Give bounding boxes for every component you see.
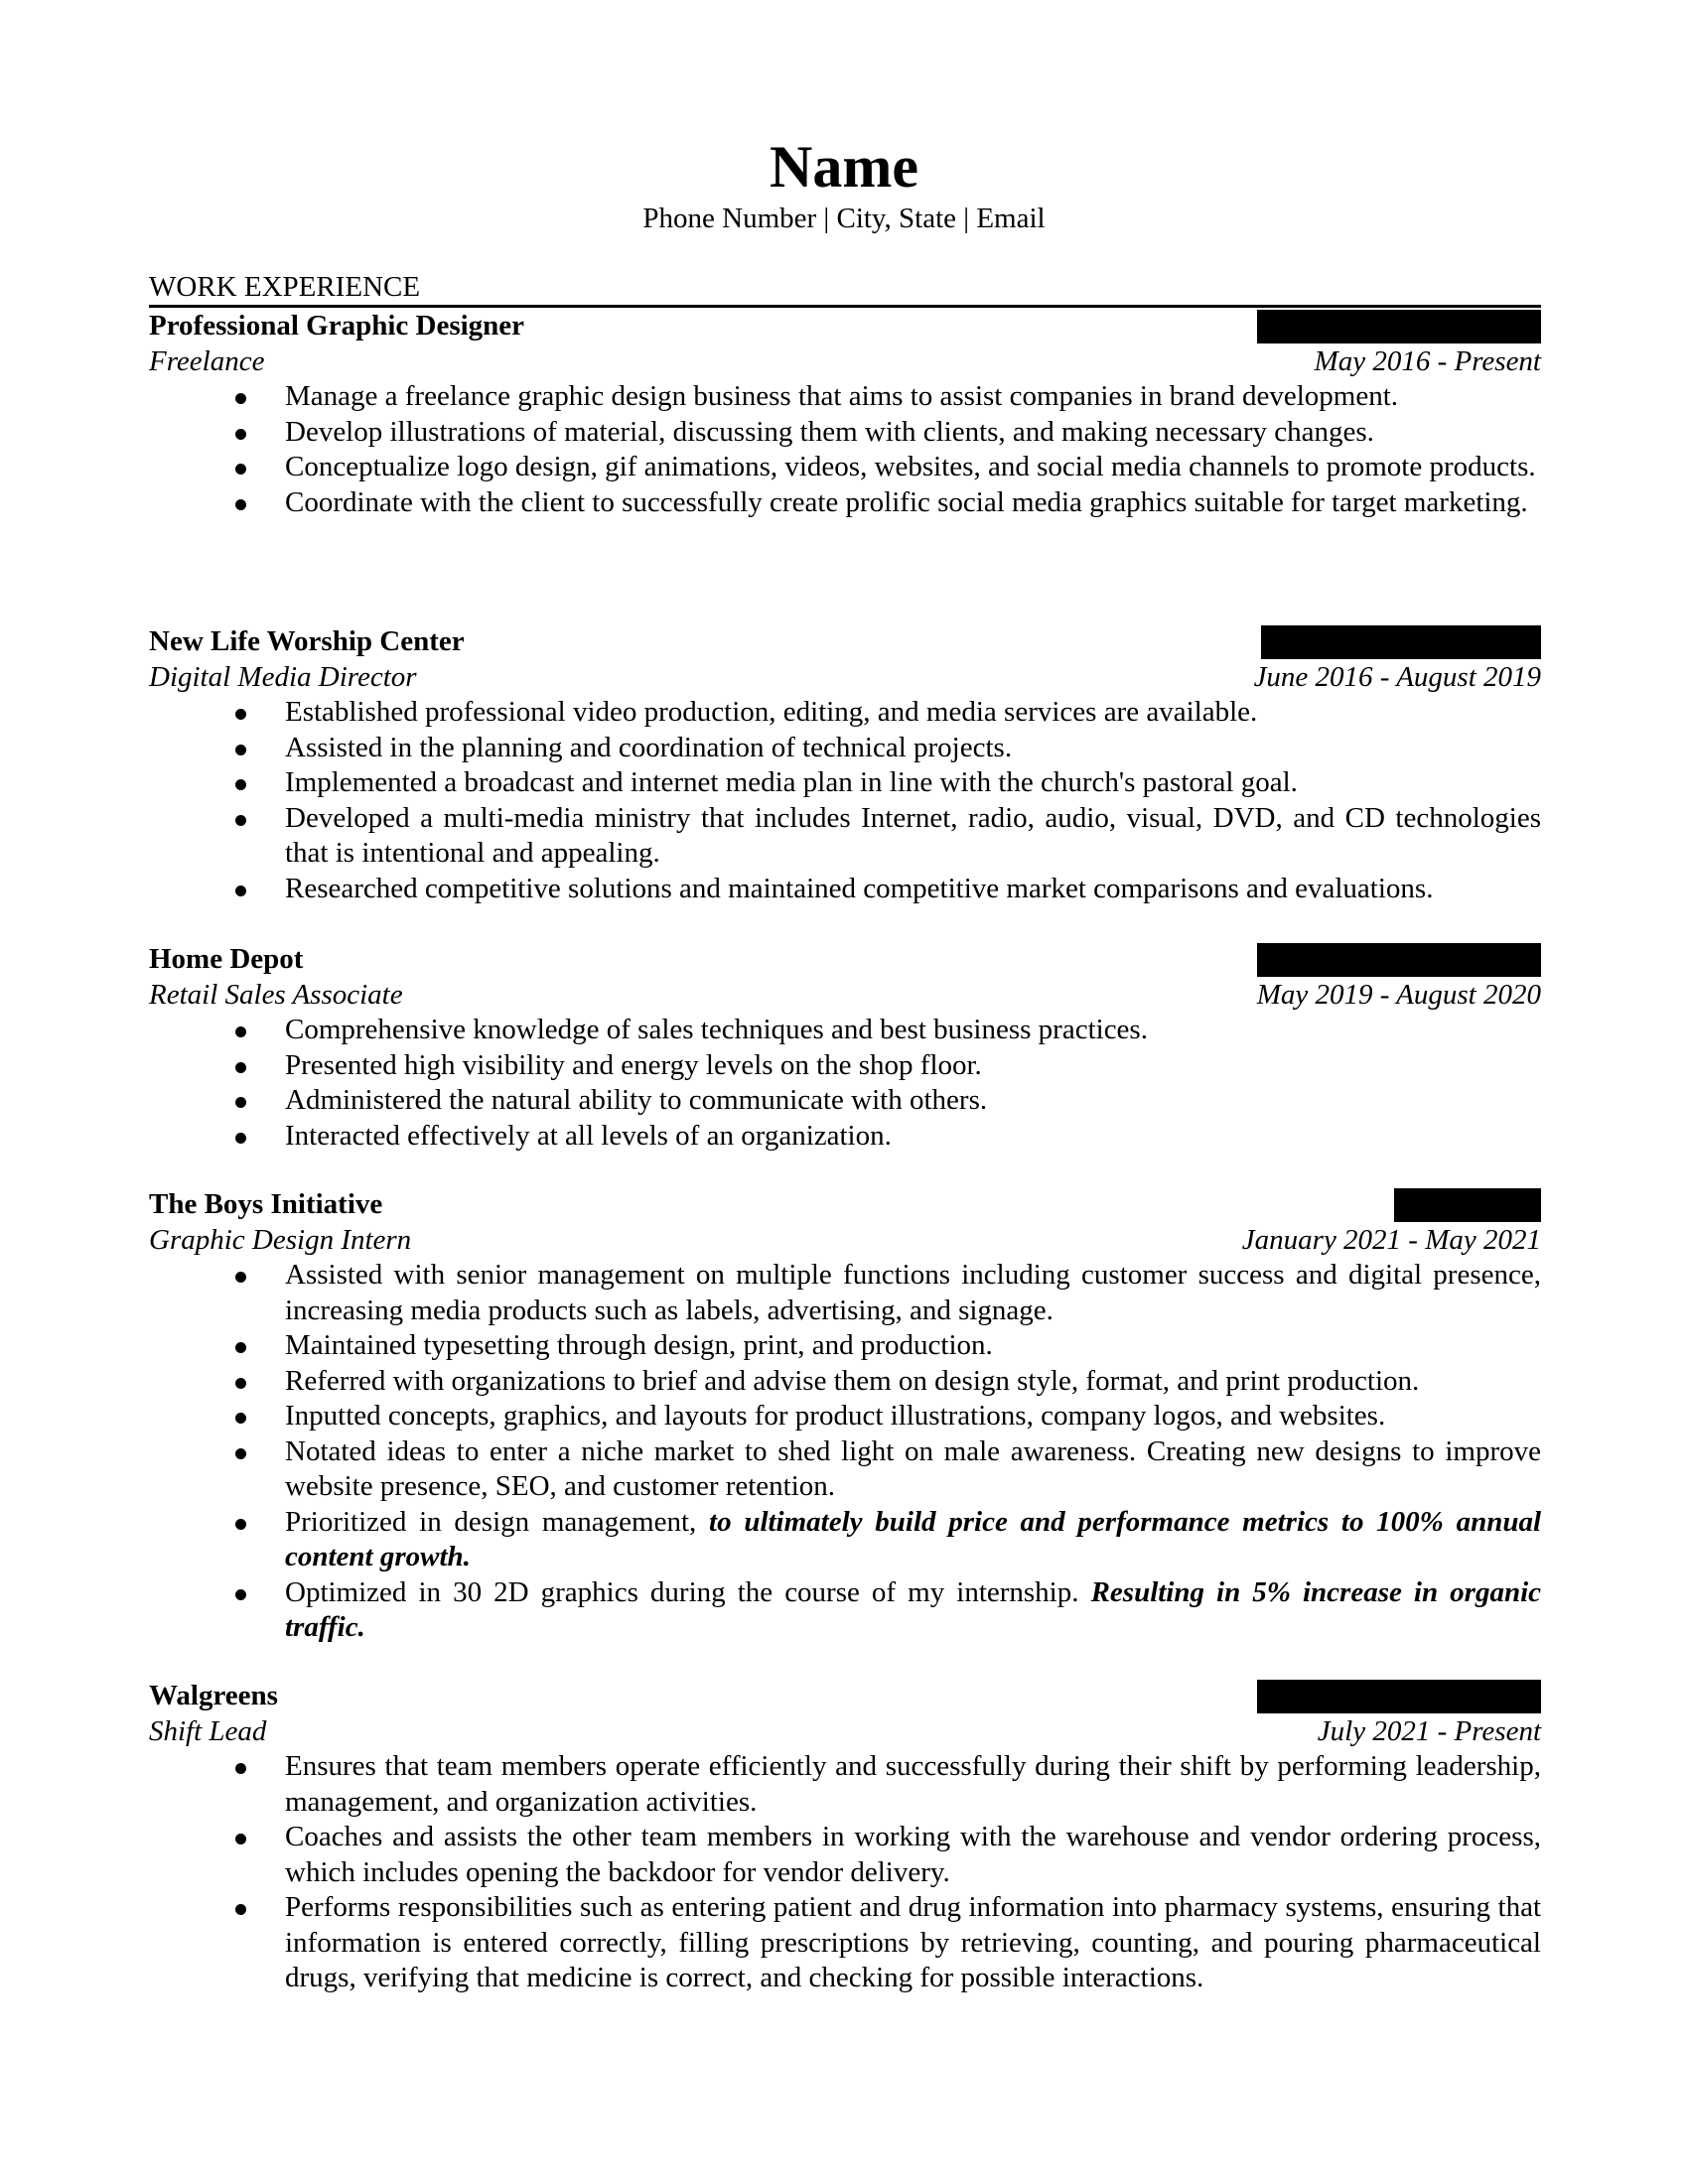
job-entry xyxy=(149,308,1541,520)
bullet-icon xyxy=(235,745,246,755)
resume-name: Name xyxy=(770,134,918,200)
redaction-block xyxy=(1257,943,1541,977)
bullet-item: Conceptualize logo design, gif animations, videos, websites, and social media channels to promote products. xyxy=(149,450,1541,485)
job-organization: Professional Graphic Designer xyxy=(149,310,525,341)
bullet-icon xyxy=(235,464,246,475)
job-organization: Walgreens xyxy=(149,1680,278,1711)
bullet-item: Coordinate with the client to successfully create prolific social media graphics suitable for target marketing. xyxy=(149,485,1541,521)
bullet-icon xyxy=(235,1062,246,1073)
bullet-item: Performs responsibilities such as entering patient and drug information into pharmacy systems, ensuring that information is entered correctly, filling prescriptions by retrieving, counting, and pouring pharmaceutical drugs, verifying that medicine is correct, and checking for possible interactions. xyxy=(149,1890,1541,1996)
bullet-item: Referred with organizations to brief and advise them on design style, format, and print production. xyxy=(149,1364,1541,1400)
redaction-block xyxy=(1257,1680,1541,1713)
bullet-emphasis: Resulting in 5% increase in organic traffic. xyxy=(285,1575,1542,1643)
job-role: Digital Media Director xyxy=(149,661,417,693)
bullet-icon xyxy=(235,1026,246,1037)
bullet-icon xyxy=(235,815,246,826)
bullet-item: Presented high visibility and energy levels on the shop floor. xyxy=(149,1048,1541,1084)
bullet-icon xyxy=(235,1763,246,1774)
bullet-item: Assisted in the planning and coordination of technical projects. xyxy=(149,731,1541,766)
contact-line: Phone Number | City, State | Email xyxy=(642,203,1046,234)
bullet-item: Prioritized in design management, to ultimately build price and performance metrics to 100% annual content growth. xyxy=(149,1505,1541,1575)
bullet-emphasis: to ultimately build price and performance metrics to 100% annual content growth. xyxy=(285,1505,1542,1572)
job-entry xyxy=(149,623,1541,906)
job-organization: New Life Worship Center xyxy=(149,625,465,657)
job-role: Graphic Design Intern xyxy=(149,1224,412,1256)
job-role: Freelance xyxy=(149,345,265,377)
bullet-icon xyxy=(235,779,246,790)
job-role: Retail Sales Associate xyxy=(149,979,403,1011)
bullet-item: Manage a freelance graphic design business that aims to assist companies in brand development. xyxy=(149,379,1541,415)
bullet-icon xyxy=(235,1378,246,1389)
redaction-block xyxy=(1257,310,1541,343)
job-dates: May 2019 - August 2020 xyxy=(1256,979,1541,1011)
bullet-item: Inputted concepts, graphics, and layouts for product illustrations, company logos, and websites. xyxy=(149,1399,1541,1434)
bullet-item: Notated ideas to enter a niche market to shed light on male awareness. Creating new designs to improve website presence, SEO, and customer retention. xyxy=(149,1434,1541,1505)
bullet-icon xyxy=(235,1097,246,1108)
job-dates: July 2021 - Present xyxy=(1317,1715,1541,1747)
bullet-item: Established professional video production, editing, and media services are available. xyxy=(149,695,1541,731)
section-title-work-experience: WORK EXPERIENCE xyxy=(149,271,421,303)
bullet-item: Optimized in 30 2D graphics during the course of my internship. Resulting in 5% increase in organic traffic. xyxy=(149,1575,1541,1646)
job-organization: Home Depot xyxy=(149,943,304,975)
job-entry xyxy=(149,1186,1541,1646)
bullet-item: Developed a multi-media ministry that includes Internet, radio, audio, visual, DVD, and CD technologies that is intentional and appealing. xyxy=(149,801,1541,872)
bullet-item: Administered the natural ability to communicate with others. xyxy=(149,1083,1541,1119)
job-dates: January 2021 - May 2021 xyxy=(1241,1224,1541,1256)
bullet-icon xyxy=(235,1272,246,1283)
bullet-icon xyxy=(235,1834,246,1844)
bullet-icon xyxy=(235,709,246,720)
bullet-item: Coaches and assists the other team members in working with the warehouse and vendor ordering process, which includes opening the backdoor for vendor delivery. xyxy=(149,1820,1541,1890)
bullet-icon xyxy=(235,1519,246,1530)
job-dates: June 2016 - August 2019 xyxy=(1253,661,1541,693)
bullet-icon xyxy=(235,499,246,510)
bullet-item: Implemented a broadcast and internet media plan in line with the church's pastoral goal. xyxy=(149,765,1541,801)
bullet-icon xyxy=(235,886,246,896)
bullet-icon xyxy=(235,1133,246,1144)
job-organization: The Boys Initiative xyxy=(149,1188,383,1220)
bullet-icon xyxy=(235,393,246,404)
bullet-icon xyxy=(235,429,246,440)
bullet-icon xyxy=(235,1342,246,1353)
job-entry xyxy=(149,1678,1541,1996)
bullet-item: Researched competitive solutions and maintained competitive market comparisons and evaluations. xyxy=(149,872,1541,907)
bullet-item: Assisted with senior management on multiple functions including customer success and digital presence, increasing media products such as labels, advertising, and signage. xyxy=(149,1258,1541,1328)
bullet-item: Develop illustrations of material, discussing them with clients, and making necessary changes. xyxy=(149,415,1541,451)
bullet-icon xyxy=(235,1589,246,1600)
job-dates: May 2016 - Present xyxy=(1314,345,1541,377)
job-role: Shift Lead xyxy=(149,1715,267,1747)
bullet-item: Comprehensive knowledge of sales techniques and best business practices. xyxy=(149,1013,1541,1048)
bullet-item: Maintained typesetting through design, print, and production. xyxy=(149,1328,1541,1364)
redaction-block xyxy=(1261,625,1541,659)
bullet-icon xyxy=(235,1904,246,1915)
job-entry xyxy=(149,941,1541,1154)
bullet-icon xyxy=(235,1448,246,1459)
bullet-item: Ensures that team members operate efficiently and successfully during their shift by performing leadership, management, and organization activities. xyxy=(149,1749,1541,1820)
redaction-block xyxy=(1394,1188,1541,1222)
bullet-icon xyxy=(235,1413,246,1424)
bullet-item: Interacted effectively at all levels of an organization. xyxy=(149,1119,1541,1155)
